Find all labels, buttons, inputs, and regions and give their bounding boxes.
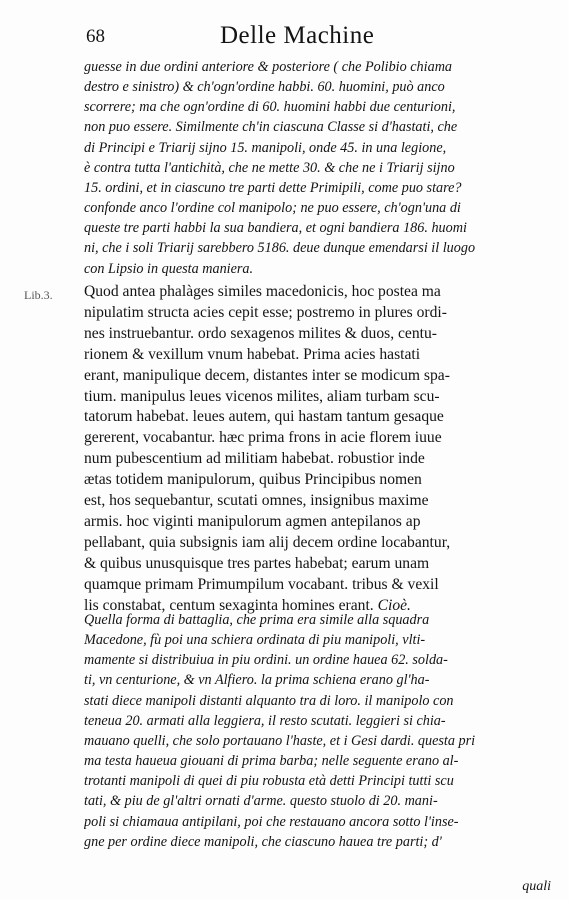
text-line: tati, & piu de gl'altri ornati d'arme. questo stuolo di 20. mani- bbox=[84, 793, 438, 810]
text-line: confonde anco l'ordine col manipolo; ne puo essere, ch'ogn'una di bbox=[84, 200, 461, 217]
italian-translation bbox=[84, 610, 556, 852]
text-line: mamente si distribuiua in piu ordini. un ordine hauea 62. solda- bbox=[84, 652, 448, 669]
text-line: Macedone, fù poi una schiera ordinata di piu manipoli, vlti- bbox=[84, 632, 426, 649]
latin-line: gererent, vocabantur. hæc prima frons in acie florem iuue bbox=[84, 429, 442, 447]
latin-quotation bbox=[84, 282, 556, 617]
text-line: teneua 20. armati alla leggiera, il resto scutati. leggieri si chia- bbox=[84, 712, 446, 729]
latin-line: est, hos sequebantur, scutati omnes, insignibus maxime bbox=[84, 492, 429, 510]
latin-line: pellabant, quia subsignis iam alij decem ordine locabantur, bbox=[84, 533, 451, 551]
text-line: scorrere; ma che ogn'ordine di 60. huomini habbi due centurioni, bbox=[84, 99, 456, 116]
text-line: ma testa haueua giouani di prima barba; nelle seguente erano al- bbox=[84, 753, 459, 770]
latin-line: erant, manipulique decem, distantes inter se modicum spa- bbox=[84, 366, 450, 384]
cioe-marker: Cioè. bbox=[373, 596, 411, 614]
margin-note: Lib.3. bbox=[24, 288, 53, 302]
text-line: ni, che i soli Triarij sarebbero 5186. deue dunque emendarsi il luogo bbox=[84, 240, 476, 257]
latin-line: ætas totidem manipulorum, quibus Principibus nomen bbox=[84, 471, 422, 489]
text-line: trotanti manipoli di quei di piu robusta età detti Principi tutti scu bbox=[84, 773, 454, 790]
latin-line: & quibus unusquisque tres partes habebat; earum unam bbox=[84, 554, 430, 572]
text-line: mauano quelli, che solo portauano l'haste, et i Gesi dardi. questa pri bbox=[84, 732, 476, 749]
running-title: Delle Machine bbox=[220, 22, 375, 49]
text-line: poli si chiamaua antipilani, poi che restauano ancora sotto l'inse- bbox=[84, 813, 459, 830]
text-line: queste tre parti habbi la sua bandiera, et ogni bandiera 186. huomi bbox=[84, 220, 467, 237]
text-line: gne per ordine diece manipoli, che ciascuno hauea tre parti; d' bbox=[84, 833, 442, 850]
latin-line: Quod antea phalàges similes macedonicis, hoc postea ma bbox=[84, 283, 441, 300]
text-line: 15. ordini, et in ciascuno tre parti dette Primipili, come puo stare? bbox=[84, 179, 462, 196]
latin-line: quamque primam Primumpilum vocabant. tribus & vexil bbox=[84, 575, 439, 593]
text-line: è contra tutta l'antichità, che ne mette 30. & che ne i Triarij sijno bbox=[84, 159, 455, 176]
text-line: destro e sinistro) & ch'ogn'ordine habbi. 60. huomini, può anco bbox=[84, 79, 445, 96]
latin-line: nipulatim structa acies cepit esse; postremo in plures ordi- bbox=[84, 303, 447, 321]
latin-line: num pubescentium ad militiam habebat. robustior inde bbox=[84, 450, 425, 468]
latin-line: tatorum habebat. leues autem, qui hastam tantum gesaque bbox=[84, 408, 444, 426]
text-line: stati diece manipoli distanti alquanto tra di loro. il manipolo con bbox=[84, 692, 454, 709]
page-number: 68 bbox=[86, 26, 105, 47]
italian-paragraph-top bbox=[84, 57, 556, 279]
text-line: non puo essere. Similmente ch'in ciascuna Classe si d'hastati, che bbox=[84, 119, 458, 136]
text-line: guesse in due ordini anteriore & posteriore ( che Polibio chiama bbox=[84, 59, 453, 75]
catchword: quali bbox=[522, 879, 551, 894]
text-line: ti, vn centurione, & vn Alfiero. la prima schiena erano gl'ha- bbox=[84, 672, 430, 689]
text-line: con Lipsio in questa maniera. bbox=[84, 260, 254, 277]
latin-line: armis. hoc viginti manipulorum agmen antepilanos ap bbox=[84, 512, 421, 530]
latin-line: lis constabat, centum sexaginta homines erant. Cioè. bbox=[84, 596, 411, 614]
latin-line: nes instruebantur. ordo sexagenos milites & duos, centu- bbox=[84, 324, 437, 342]
text-line: Quella forma di battaglia, che prima era simile alla squadra bbox=[84, 612, 430, 628]
text-line: di Principi e Triarij sijno 15. manipoli, onde 45. in una legione, bbox=[84, 139, 447, 156]
latin-line: rionem & vexillum vnum habebat. Prima acies hastati bbox=[84, 345, 421, 363]
latin-line: tium. manipulus leues vicenos milites, aliam turbam scu- bbox=[84, 387, 440, 405]
